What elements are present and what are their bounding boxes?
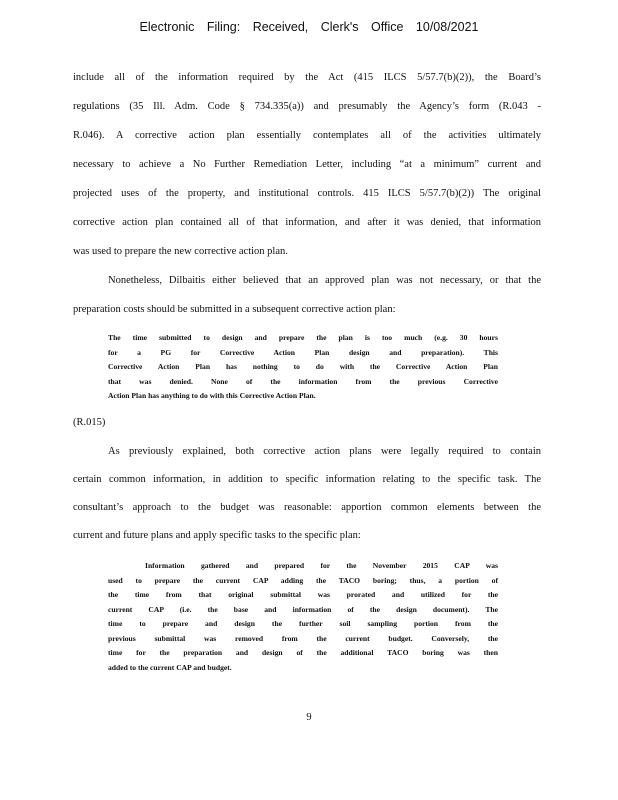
paragraph-2-line: preparation costs should be submitted in a subsequent corrective action plan: <box>73 304 396 315</box>
block-quote-1 <box>108 331 498 404</box>
paragraph-1-line: regulations (35 Ill. Adm. Code § 734.335(a)) and presumably the Agency’s form (R.043 - <box>73 101 541 112</box>
quote-line: previous submittal was removed from the current budget. Conversely, the <box>108 633 498 643</box>
record-citation: (R.015) <box>73 417 106 428</box>
quote-line: time for the preparation and design of the additional TACO boring was then <box>108 648 498 657</box>
quote-line: Corrective Action Plan has nothing to do with the Corrective Action Plan <box>108 362 498 371</box>
quote-line: Action Plan has anything to do with this Corrective Action Plan. <box>108 391 316 400</box>
paragraph-3-line: current and future plans and apply specific tasks to the specific plan: <box>73 530 361 541</box>
page-number: 9 <box>306 712 312 723</box>
filing-stamp-header: Electronic Filing: Received, Clerk's Office 10/08/2021 <box>139 20 479 34</box>
paragraph-1-line: corrective action plan contained all of that information, and after it was denied, that information <box>73 217 541 228</box>
paragraph-1-line: necessary to achieve a No Further Remediation Letter, including “at a minimum” current and <box>73 159 541 170</box>
paragraph-3-line: certain common information, in addition to specific information relating to the specific task. The <box>73 474 541 485</box>
paragraph-1-line: R.046). A corrective action plan essentially contemplates all of the activities ultimately <box>73 130 541 141</box>
quote-line: The time submitted to design and prepare the plan is too much (e.g. 30 hours <box>108 333 498 342</box>
quote-line: Information gathered and prepared for the November 2015 CAP was <box>145 561 498 570</box>
block-quote-2 <box>108 559 498 675</box>
paragraph-1-line: was used to prepare the new corrective action plan. <box>73 246 288 257</box>
quote-line: the time from that original submittal was prorated and utilized for the <box>108 590 498 599</box>
quote-line: time to prepare and design the further soil sampling portion from the <box>108 619 498 628</box>
quote-line: current CAP (i.e. the base and information of the design document). The <box>108 604 498 614</box>
paragraph-1-line: include all of the information required by the Act (415 ILCS 5/57.7(b)(2)), the Board’s <box>73 72 541 83</box>
quote-line: added to the current CAP and budget. <box>108 662 232 672</box>
quote-line: used to prepare the current CAP adding the TACO boring; thus, a portion of <box>108 575 498 585</box>
paragraph-2-line: Nonetheless, Dilbaitis either believed that an approved plan was not necessary, or that the <box>108 275 541 286</box>
paragraph-1-line: projected uses of the property, and institutional controls. 415 ILCS 5/57.7(b)(2)) The original <box>73 188 541 199</box>
quote-line: for a PG for Corrective Action Plan design and preparation). This <box>108 347 498 357</box>
paragraph-3-line: consultant’s approach to the budget was reasonable: apportion common elements between the <box>73 502 541 513</box>
quote-line: that was denied. None of the information from the previous Corrective <box>108 376 498 386</box>
paragraph-3-line: As previously explained, both corrective action plans were legally required to contain <box>108 446 541 457</box>
